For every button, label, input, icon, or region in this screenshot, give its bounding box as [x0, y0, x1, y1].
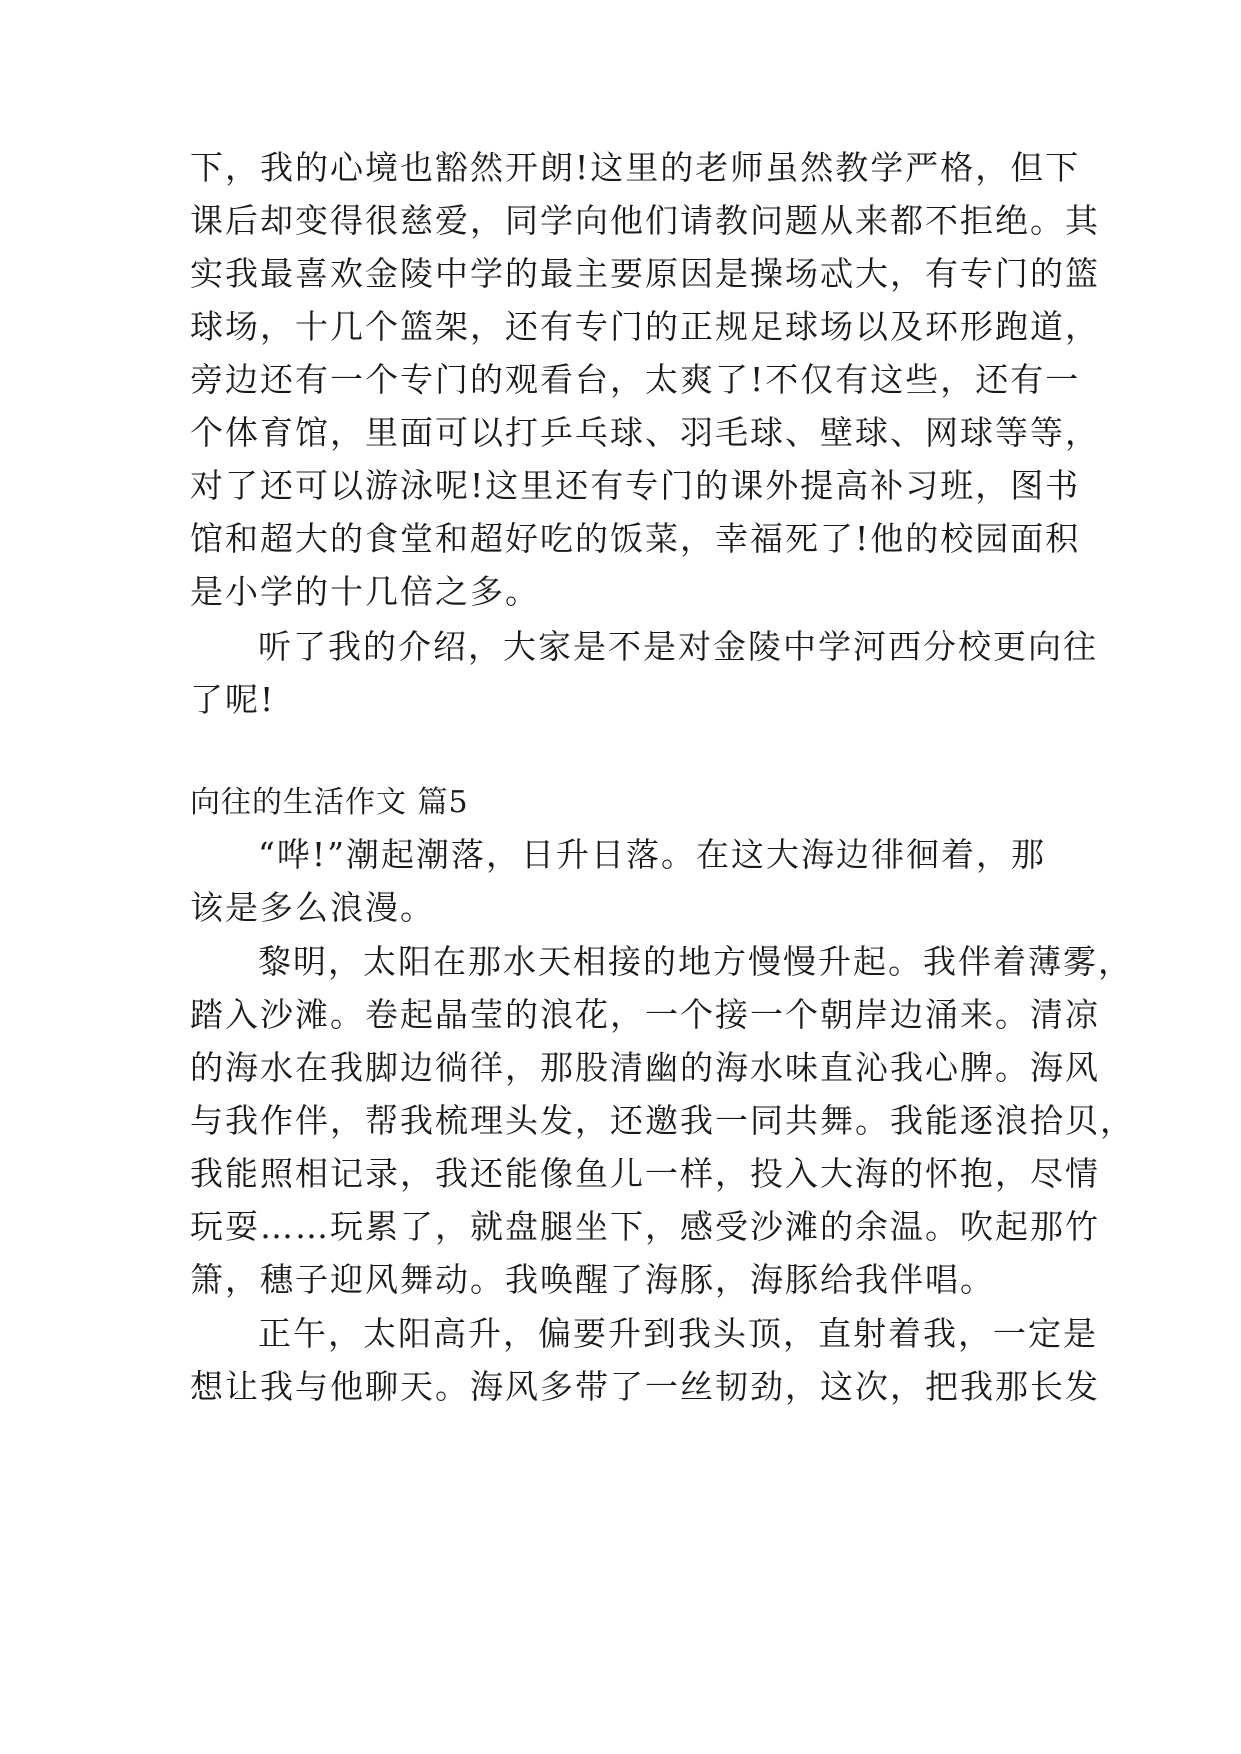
text-line: 想让我与他聊天。海风多带了一丝韧劲，这次，把我那长发: [190, 1367, 1100, 1406]
text-line: 该是多么浪漫。: [190, 888, 435, 927]
text-line: 下，我的心境也豁然开朗!这里的老师虽然教学严格，但下: [190, 148, 1081, 187]
text-line: 课后却变得很慈爱，同学向他们请教问题从来都不拒绝。其: [190, 201, 1100, 240]
text-line: 馆和超大的食堂和超好吃的饭菜，幸福死了!他的校园面积: [190, 519, 1081, 558]
text-line: 是小学的十几倍之多。: [190, 572, 540, 611]
text-line: 踏入沙滩。卷起晶莹的浪花，一个接一个朝岸边涌来。清凉: [190, 995, 1100, 1034]
text-line: 听了我的介绍，大家是不是对金陵中学河西分校更向往: [258, 627, 1098, 666]
text-line: 对了还可以游泳呢!这里还有专门的课外提高补习班，图书: [190, 466, 1081, 505]
text-line: 我能照相记录，我还能像鱼儿一样，投入大海的怀抱，尽情: [190, 1154, 1100, 1193]
text-line: 了呢!: [190, 680, 276, 719]
text-line: 正午，太阳高升，偏要升到我头顶，直射着我，一定是: [258, 1314, 1098, 1353]
text-line: 旁边还有一个专门的观看台，太爽了!不仅有这些，还有一: [190, 360, 1081, 399]
text-line: 与我作伴，帮我梳理头发，还邀我一同共舞。我能逐浪拾贝，: [190, 1101, 1135, 1140]
text-line: 箫，穗子迎风舞动。我唤醒了海豚，海豚给我伴唱。: [190, 1260, 995, 1299]
text-line: 玩耍……玩累了，就盘腿坐下，感受沙滩的余温。吹起那竹: [190, 1207, 1100, 1246]
text-line: 个体育馆，里面可以打乒乓球、羽毛球、壁球、网球等等，: [190, 413, 1100, 452]
text-line: 的海水在我脚边徜徉，那股清幽的海水味直沁我心脾。海风: [190, 1048, 1100, 1087]
text-line: “哗!”潮起潮落，日升日落。在这大海边徘徊着，那: [258, 835, 1047, 874]
section-title: 向往的生活作文 篇5: [190, 785, 469, 820]
text-line: 实我最喜欢金陵中学的最主要原因是操场忒大，有专门的篮: [190, 254, 1100, 293]
text-line: 球场，十几个篮架，还有专门的正规足球场以及环形跑道，: [190, 307, 1100, 346]
text-line: 黎明，太阳在那水天相接的地方慢慢升起。我伴着薄雾，: [258, 942, 1133, 981]
